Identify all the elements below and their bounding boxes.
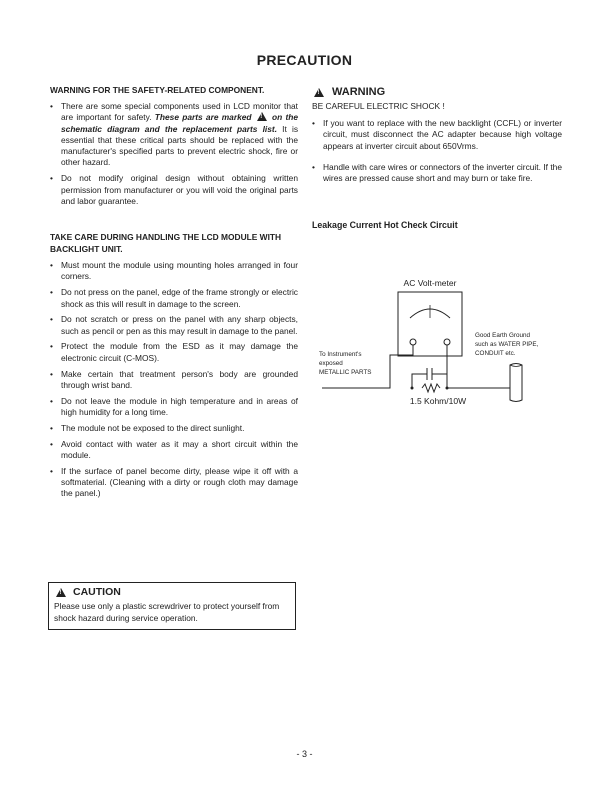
meter-label: AC Volt-meter: [403, 278, 457, 288]
list-item: • The module not be exposed to the direct sunlight.: [50, 423, 298, 434]
earth-ground-label: Good Earth Ground such as WATER PIPE, CONDUIT etc.: [475, 332, 539, 357]
warning-heading-row: [312, 86, 562, 98]
list-item: • If you want to replace with the new backlight (CCFL) or inverter circuit, must disconnect the AC adapter because high voltage appears at inverter circuit about 650Vrms.: [312, 118, 562, 152]
capacitor-wire: [412, 374, 427, 388]
meter-terminal-left: [410, 339, 416, 345]
warning-heading: WARNING: [332, 86, 386, 98]
warning-triangle-icon: [257, 112, 267, 121]
left-column: [50, 84, 298, 504]
caution-heading: CAUTION: [73, 586, 121, 598]
handling-heading: TAKE CARE DURING HANDLING THE LCD MODULE WITH BACKLIGHT UNIT.: [50, 232, 282, 255]
list-item: • Do not press on the panel, edge of the frame strongly or electric shock as this will result in damage to the screen.: [50, 287, 298, 310]
meter-scale: [410, 309, 450, 318]
water-pipe: [510, 364, 522, 402]
circuit-title: Leakage Current Hot Check Circuit: [312, 220, 458, 231]
warning-triangle-icon: [56, 588, 66, 597]
volt-meter: [398, 292, 462, 356]
list-item: • Avoid contact with water as it may a short circuit within the module.: [50, 439, 298, 462]
safety-list: [50, 101, 298, 207]
safety-item: • There are some special components used in LCD monitor that are important for safety. These parts are marked ! on the schematic diagram and the replacement parts list. It is essential that these critical parts should be replaced with the manufacturer's specified parts to prevent electric shock, fire or other hazard.: [50, 101, 298, 169]
list-item: • Do not scratch or press on the panel with any sharp objects, such as pencil or pen as this may result in damage to the panel.: [50, 314, 298, 337]
safety-item: • Do not modify original design without obtaining written permission from manufacturer or you will void the original parts and labor guarantee.: [50, 173, 298, 207]
right-column: [312, 84, 562, 230]
handling-list: [50, 260, 298, 499]
page-title: PRECAUTION: [256, 52, 353, 68]
resistor: [422, 384, 440, 392]
resistor-label: 1.5 Kohm/10W: [409, 396, 467, 406]
warning-list: [312, 118, 562, 184]
warning-subheading: BE CAREFUL ELECTRIC SHOCK !: [312, 101, 445, 111]
warning-triangle-icon: [314, 88, 324, 97]
instrument-label: To Instrument's exposed METALLIC PARTS: [319, 351, 372, 376]
safety-heading: WARNING FOR THE SAFETY-RELATED COMPONENT.: [50, 85, 265, 95]
list-item: • Make certain that treatment person's body are grounded through wrist band.: [50, 369, 298, 392]
list-item: • Protect the module from the ESD as it may damage the electronic circuit (C-MOS).: [50, 341, 298, 364]
caution-heading-row: [54, 586, 290, 598]
caution-text: Please use only a plastic screwdriver to protect yourself from shock hazard during service operation.: [54, 601, 280, 623]
meter-terminal-right: [444, 339, 450, 345]
list-item: • Must mount the module using mounting holes arranged in four corners.: [50, 260, 298, 283]
caution-box: [48, 582, 296, 630]
list-item: • Do not leave the module in high temperature and in areas of high humidity for a long time.: [50, 396, 298, 419]
list-item: • If the surface of panel become dirty, please wipe it off with a softmaterial. (Cleaning with a dirty or rough cloth may damage the panel.): [50, 466, 298, 500]
probe-wire-right: [447, 345, 510, 388]
list-item: • Handle with care wires or connectors of the inverter circuit. If the wires are pressed cause short and may burn or take fire.: [312, 162, 562, 185]
page-number: - 3 -: [296, 749, 313, 759]
probe-wire-left: [322, 345, 413, 388]
